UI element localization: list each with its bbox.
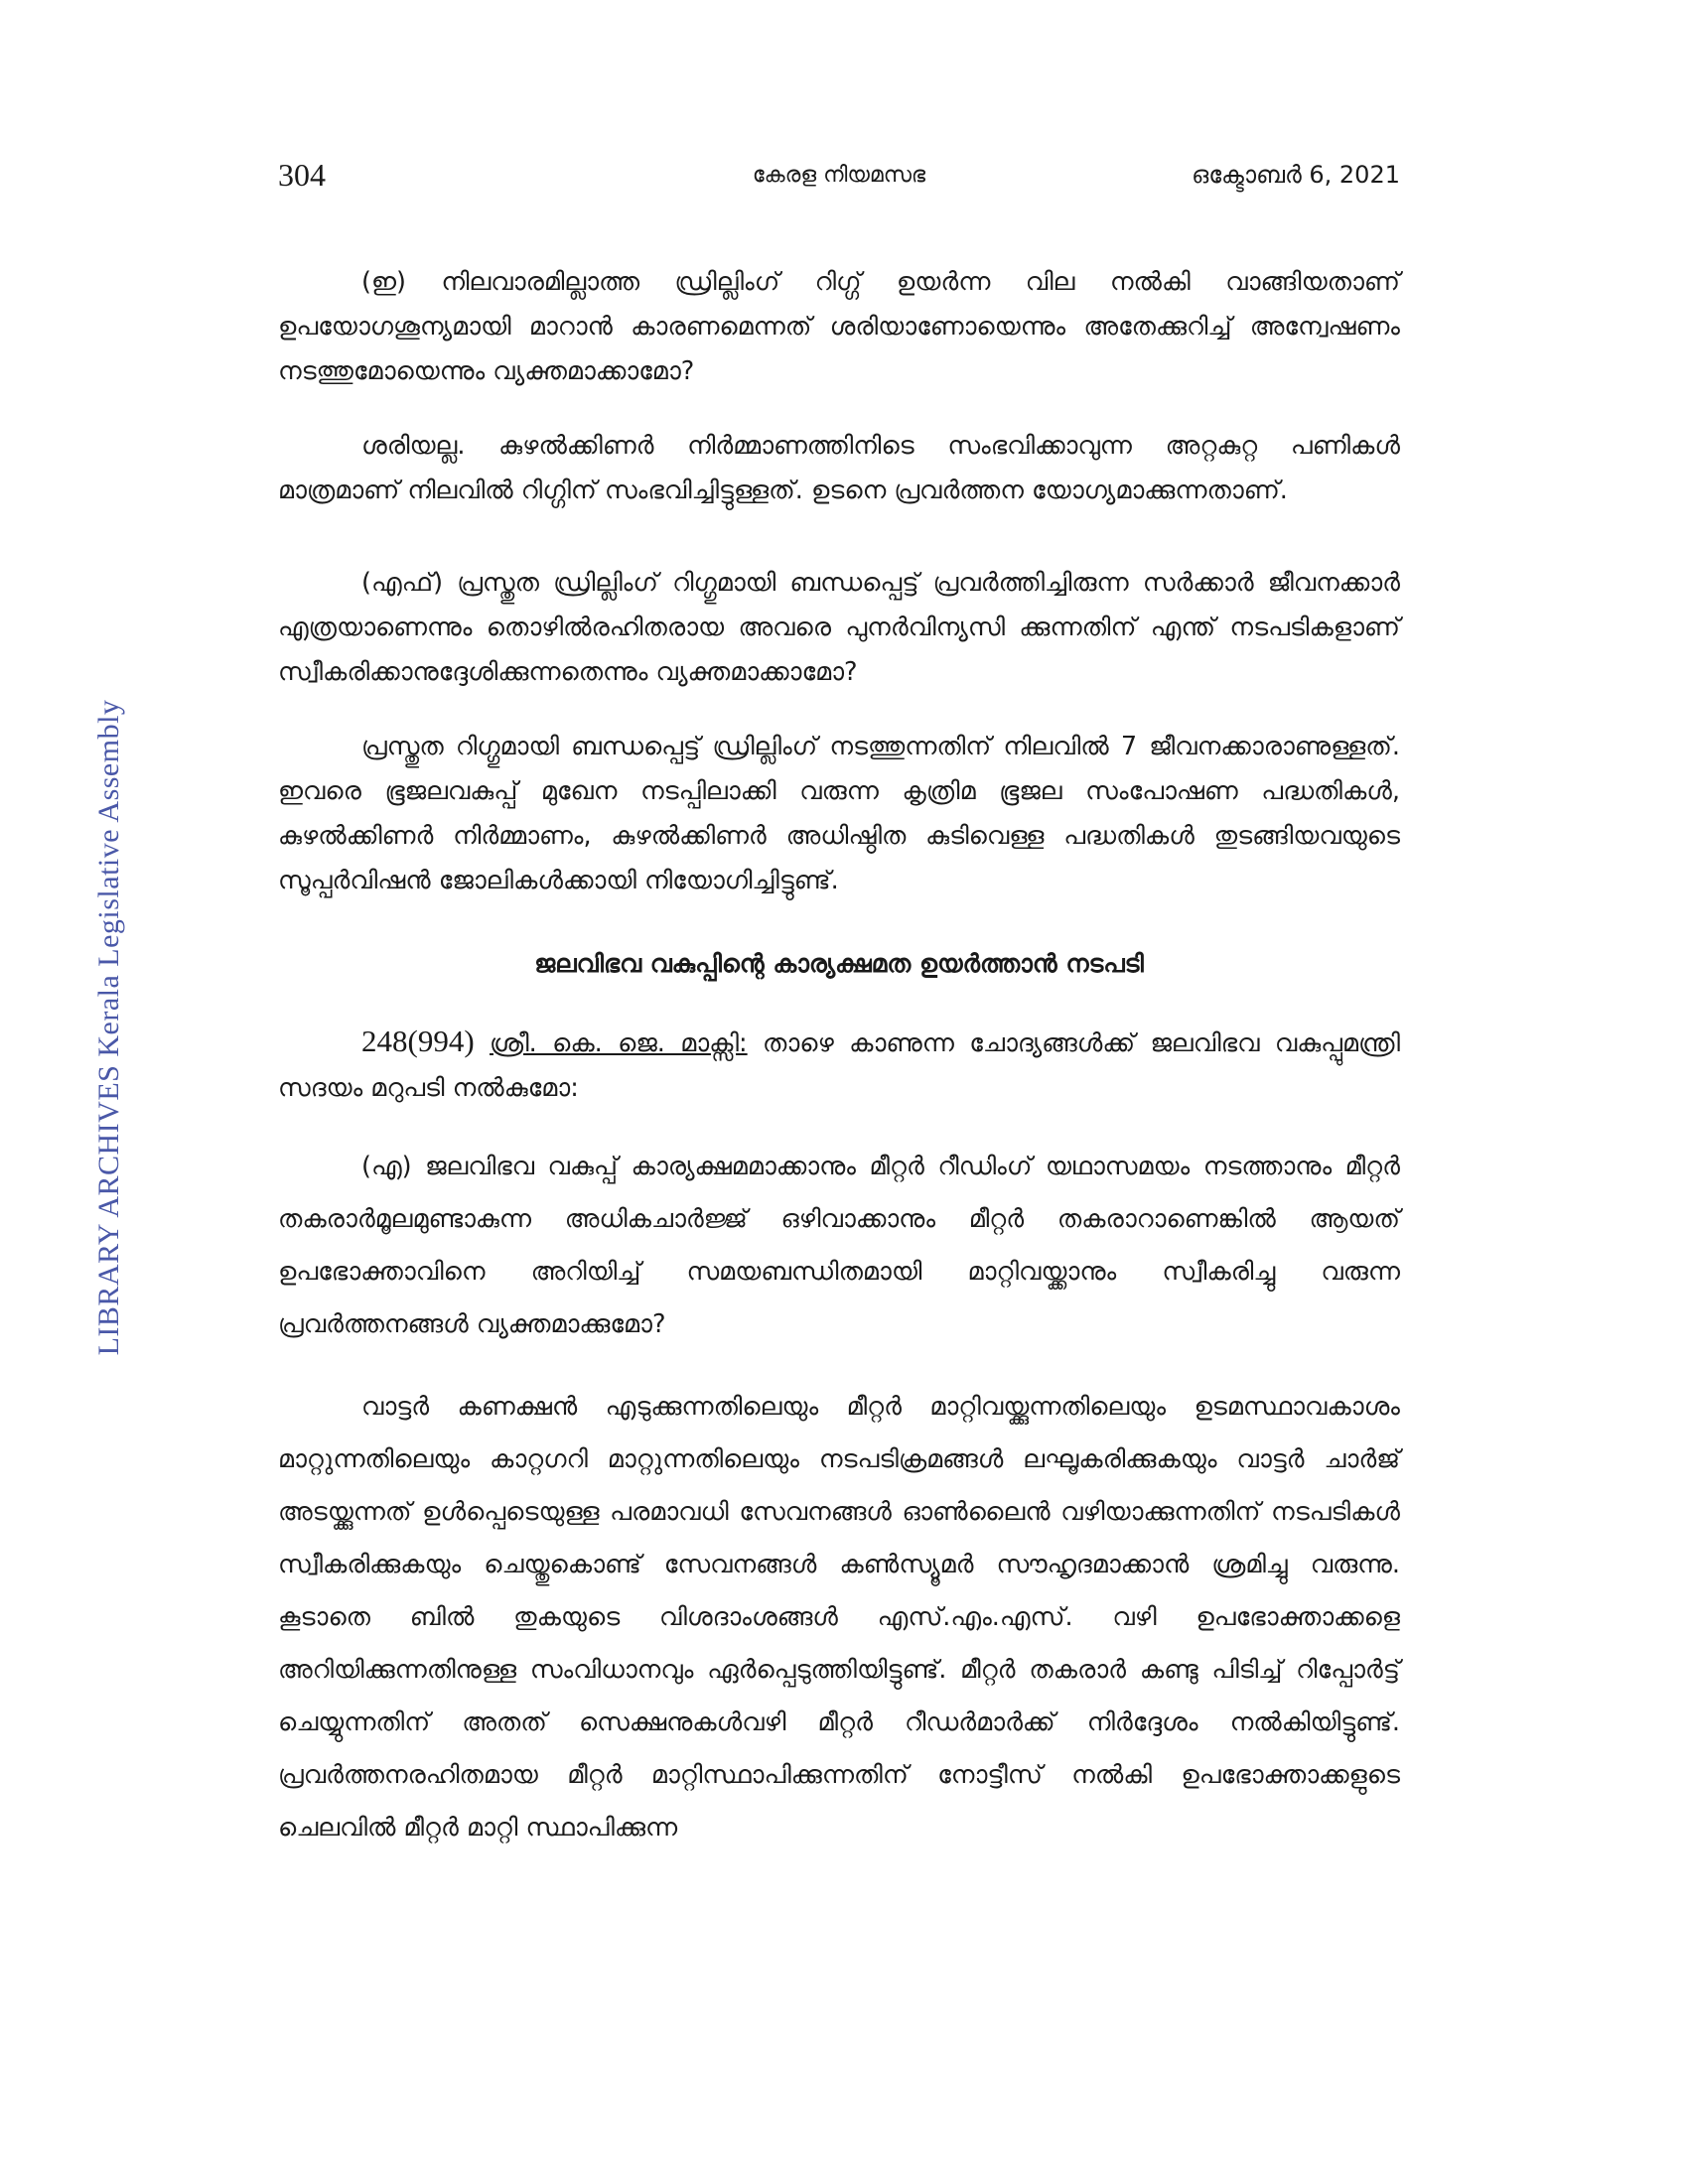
page-body	[278, 260, 1400, 1884]
library-archives-watermark: LIBRARY ARCHIVES Kerala Legislative Assembly	[92, 699, 125, 1356]
answer-a: വാട്ടർ കണക്ഷൻ എടുക്കുന്നതിലെയും മീറ്റർ മാറ്റിവയ്ക്കുന്നതിലെയും ഉടമസ്ഥാവകാശം മാറ്റുന്നതിലെയും കാറ്റഗറി മാറ്റുന്നതിലെയും നടപടിക്രമങ്ങൾ ലഘൂകരിക്കുകയും വാട്ടർ ചാർജ് അടയ്ക്കുന്നത് ഉൾപ്പെടെയുള്ള പരമാവധി സേവനങ്ങൾ ഓൺലൈൻ വഴിയാക്കുന്നതിന് നടപടികൾ സ്വീകരിക്കുകയും ചെയ്തുകൊണ്ട് സേവനങ്ങൾ കൺസ്യൂമർ സൗഹൃദമാക്കാൻ ശ്രമിച്ചു വരുന്നു. കൂടാതെ ബിൽ തുകയുടെ വിശദാംശങ്ങൾ എസ്.എം.എസ്. വഴി ഉപഭോക്താക്കളെ അറിയിക്കുന്നതിനുള്ള സംവിധാനവും ഏർപ്പെടുത്തിയിട്ടുണ്ട്. മീറ്റർ തകരാർ കണ്ടു പിടിച്ച് റിപ്പോർട്ട് ചെയ്യുന്നതിന് അതത് സെക്ഷനുകൾവഴി മീറ്റർ റീഡർമാർക്ക് നിർദ്ദേശം നൽകിയിട്ടുണ്ട്. പ്രവർത്തനരഹിതമായ മീറ്റർ മാറ്റിസ്ഥാപിക്കുന്നതിന് നോട്ടീസ് നൽകി ഉപഭോക്താക്കളുടെ ചെലവിൽ മീറ്റർ മാറ്റി സ്ഥാപിക്കുന്ന	[278, 1392, 1400, 1843]
page-header	[278, 157, 1400, 206]
question-f: (എഫ്) പ്രസ്തുത ഡ്രില്ലിംഗ് റിഗ്ഗുമായി ബന്ധപ്പെട്ട് പ്രവർത്തിച്ചിരുന്ന സർക്കാർ ജീവനക്കാർ എത്രയാണെന്നും തൊഴിൽരഹിതരായ അവരെ പുനർവിന്യസി ക്കുന്നതിന് എന്ത് നടപടികളാണ് സ്വീകരിക്കാനുദ്ദേശിക്കുന്നതെന്നും വ്യക്തമാക്കാമോ?	[278, 568, 1400, 687]
question-e: (ഇ) നിലവാരമില്ലാത്ത ഡ്രില്ലിംഗ് റിഗ്ഗ് ഉയർന്ന വില നൽകി വാങ്ങിയതാണ് ഉപയോഗശൂന്യമായി മാറാൻ കാരണമെന്നത് ശരിയാണോയെന്നും അതേക്കുറിച്ച് അന്വേഷണം നടത്തുമോയെന്നും വ്യക്തമാക്കാമോ?	[278, 267, 1400, 386]
question-intro	[278, 1019, 1400, 1111]
answer-e: ശരിയല്ല. കുഴൽക്കിണർ നിർമ്മാണത്തിനിടെ സംഭവിക്കാവുന്ന അറ്റകുറ്റ പണികൾ മാത്രമാണ് നിലവിൽ റിഗ്ഗിന് സംഭവിച്ചിട്ടുള്ളത്. ഉടനെ പ്രവർത്തന യോഗ്യമാക്കുന്നതാണ്.	[278, 431, 1400, 505]
question-number: 248(994)	[361, 1024, 475, 1058]
header-date: ഒക്ടോബർ 6, 2021	[1192, 161, 1400, 189]
running-title: കേരള നിയമസഭ	[752, 163, 926, 188]
member-name: ശ്രീ. കെ. ജെ. മാക്സി:	[490, 1028, 748, 1058]
question-intro-text: താഴെ കാണുന്ന ചോദ്യങ്ങൾക്ക് ജലവിഭവ വകുപ്പുമന്ത്രി സദയം മറുപടി നൽകുമോ:	[278, 1028, 1400, 1103]
page-number: 304	[278, 157, 326, 193]
section-heading: ജലവിഭവ വകുപ്പിന്റെ കാര്യക്ഷമത ഉയർത്താൻ നടപടി	[534, 949, 1144, 978]
question-a: (എ) ജലവിഭവ വകുപ്പ് കാര്യക്ഷമമാക്കാനും മീറ്റർ റീഡിംഗ് യഥാസമയം നടത്താനും മീറ്റർ തകരാർമൂലമുണ്ടാകുന്ന അധികചാർജ്ജ് ഒഴിവാക്കാനും മീറ്റർ തകരാറാണെങ്കിൽ ആയത് ഉപഭോക്താവിനെ അറിയിച്ച് സമയബന്ധിതമായി മാറ്റിവയ്ക്കാനും സ്വീകരിച്ചു വരുന്ന പ്രവർത്തനങ്ങൾ വ്യക്തമാക്കുമോ?	[278, 1152, 1400, 1339]
answer-f: പ്രസ്തുത റിഗ്ഗുമായി ബന്ധപ്പെട്ട് ഡ്രില്ലിംഗ് നടത്തുന്നതിന് നിലവിൽ 7 ജീവനക്കാരാണുള്ളത്. ഇവരെ ഭൂജലവകുപ്പ് മുഖേന നടപ്പിലാക്കി വരുന്ന കൃത്രിമ ഭൂജല സംപോഷണ പദ്ധതികൾ, കുഴൽക്കിണർ നിർമ്മാണം, കുഴൽക്കിണർ അധിഷ്ഠിത കുടിവെള്ള പദ്ധതികൾ തുടങ്ങിയവയുടെ സൂപ്പർവിഷൻ ജോലികൾക്കായി നിയോഗിച്ചിട്ടുണ്ട്.	[278, 732, 1400, 895]
